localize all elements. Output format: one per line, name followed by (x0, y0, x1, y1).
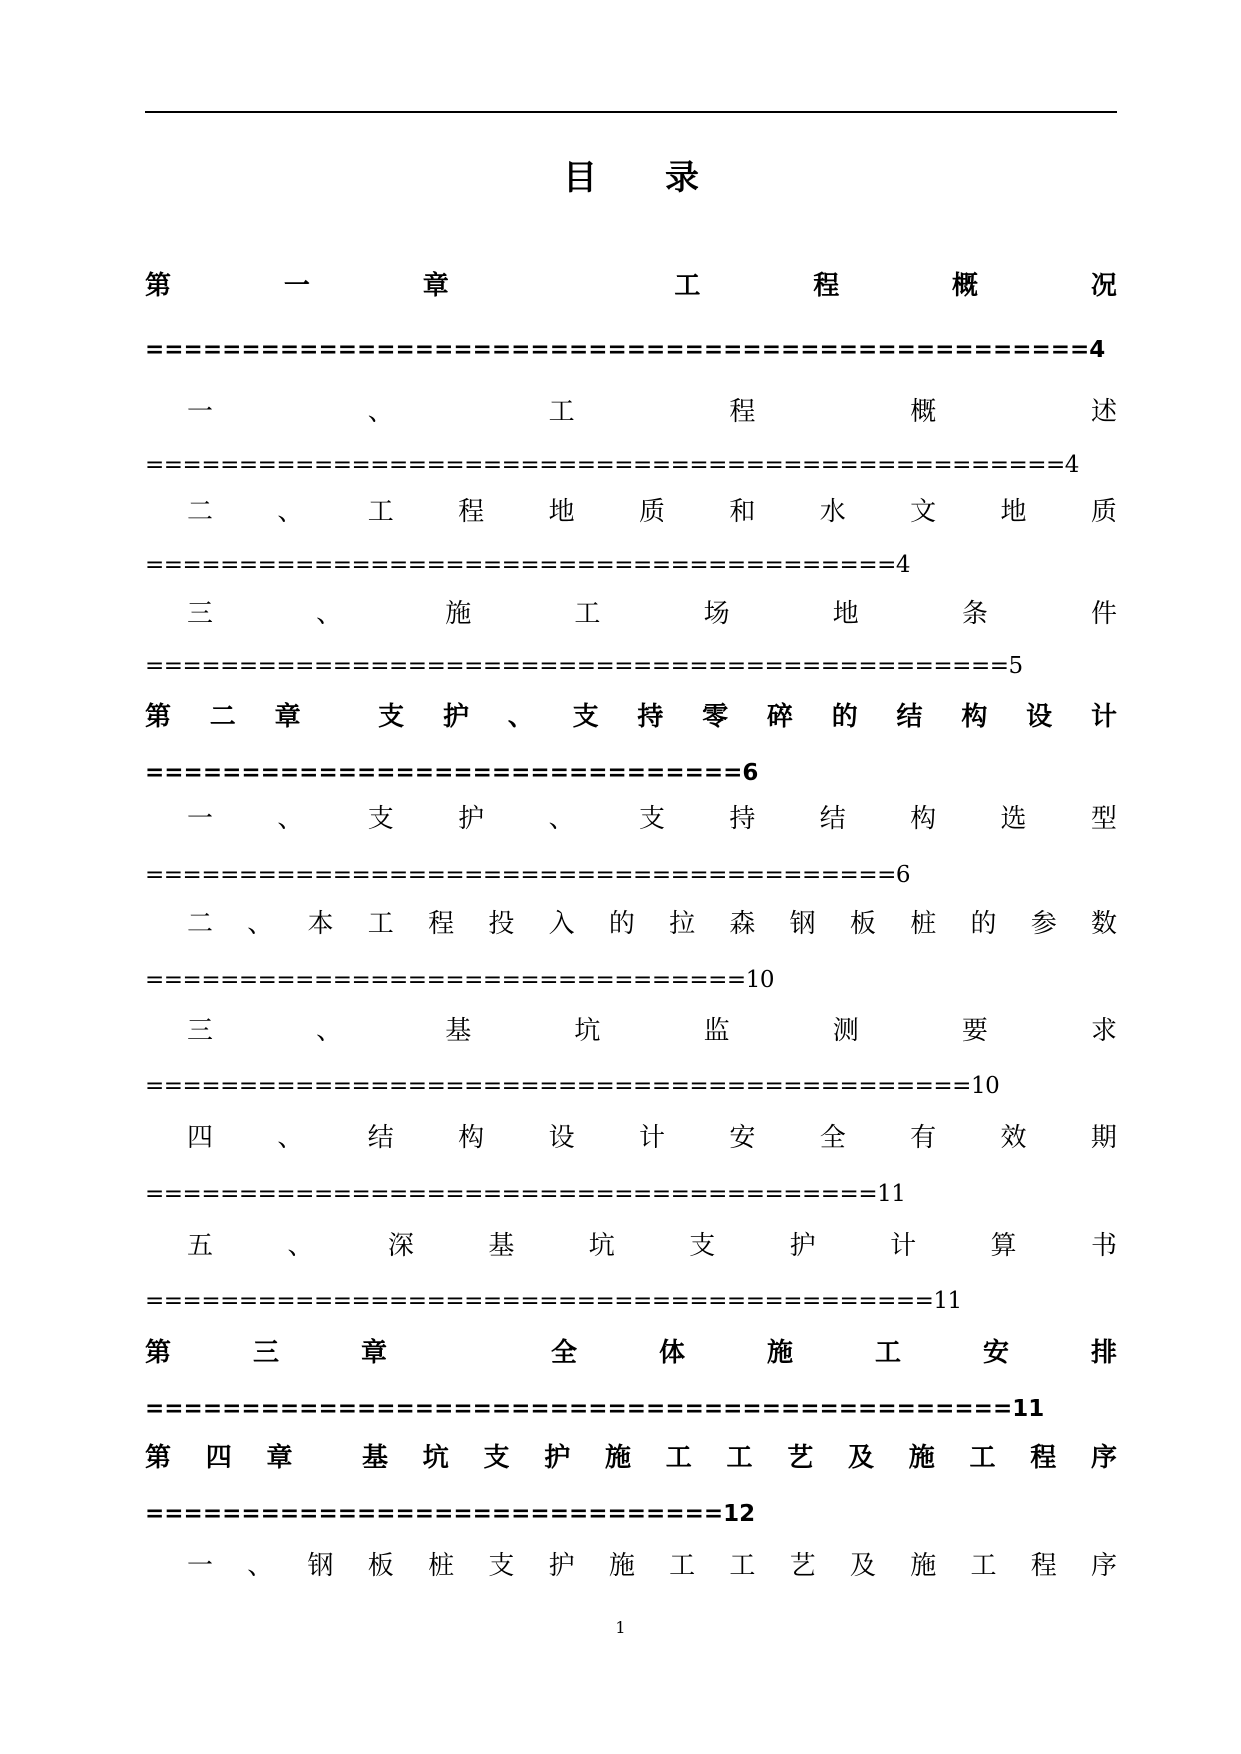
toc-heading-char: 施 (608, 1551, 635, 1581)
toc-heading-char: 程 (458, 497, 485, 527)
toc-heading-char: 施 (445, 599, 472, 629)
toc-heading-char: 深 (387, 1231, 414, 1261)
toc-section-heading[interactable] (145, 1228, 1117, 1264)
toc-heading-char: 书 (1090, 1231, 1117, 1261)
toc-heading-char: 一 (283, 271, 310, 301)
toc-heading-char: 、 (507, 702, 534, 732)
toc-heading-char: 艺 (789, 1551, 816, 1581)
toc-title-char: 目 (563, 158, 597, 198)
toc-heading-char: 、 (277, 804, 304, 834)
toc-heading-char: 第 (145, 1338, 172, 1368)
toc-heading-char: 程 (813, 271, 840, 301)
toc-heading-char: 型 (1090, 804, 1117, 834)
toc-heading-char: 工 (674, 271, 701, 301)
toc-heading-char: 五 (187, 1231, 214, 1261)
toc-heading-char: 基 (361, 1443, 388, 1473)
toc-heading-char: 坑 (422, 1443, 449, 1473)
toc-heading-char: 安 (729, 1123, 756, 1153)
toc-heading-char: 工 (367, 497, 394, 527)
toc-heading-char: 结 (819, 804, 846, 834)
toc-heading-char: 构 (458, 1123, 485, 1153)
toc-heading-char: 序 (1090, 1551, 1117, 1581)
toc-heading-char: 艺 (787, 1443, 814, 1473)
toc-heading-char: 质 (1090, 497, 1117, 527)
toc-section-heading[interactable] (145, 494, 1117, 530)
toc-heading-char: 板 (849, 909, 876, 939)
toc-leader-with-page[interactable]: =================================================4 (145, 452, 1079, 478)
toc-heading-char: 持 (637, 702, 664, 732)
toc-heading-char: 工 (669, 1551, 696, 1581)
toc-heading-char: 件 (1090, 599, 1117, 629)
toc-heading-char: 程 (729, 397, 756, 427)
toc-heading-char: 条 (961, 599, 988, 629)
toc-heading-char: 及 (849, 1551, 876, 1581)
toc-heading-char: 护 (544, 1443, 571, 1473)
toc-heading-char: 支 (488, 1551, 515, 1581)
page-number: 1 (615, 1618, 626, 1637)
toc-heading-char: 工 (548, 397, 575, 427)
toc-heading-char: 全 (550, 1338, 577, 1368)
toc-heading-char: 支 (483, 1443, 510, 1473)
toc-heading-char: 有 (910, 1123, 937, 1153)
toc-section-heading[interactable] (145, 394, 1117, 430)
header-rule (145, 111, 1117, 113)
toc-heading-char: 投 (488, 909, 515, 939)
toc-heading-char: 工 (874, 1338, 901, 1368)
toc-heading-char: 的 (970, 909, 997, 939)
toc-heading-char: 、 (277, 1123, 304, 1153)
toc-heading-char: 支 (367, 804, 394, 834)
toc-heading-char: 入 (548, 909, 575, 939)
toc-heading-char: 钢 (789, 909, 816, 939)
toc-heading-char: 结 (896, 702, 923, 732)
toc-heading-char: 一 (187, 1551, 214, 1581)
toc-heading-char: 坑 (574, 1016, 601, 1046)
toc-heading-char: 施 (604, 1443, 631, 1473)
toc-heading-char: 工 (969, 1443, 996, 1473)
toc-leader-with-page[interactable]: ============================================10 (145, 1073, 1000, 1099)
toc-heading-char: 概 (910, 397, 937, 427)
toc-heading-char: 三 (187, 599, 214, 629)
toc-heading-char: 、 (316, 1016, 343, 1046)
toc-heading-char: 二 (187, 909, 214, 939)
toc-heading-char: 护 (458, 804, 485, 834)
toc-chapter-heading[interactable] (145, 1440, 1117, 1476)
toc-heading-char: 地 (1000, 497, 1027, 527)
toc-heading-char: 全 (819, 1123, 846, 1153)
toc-heading-char: 章 (274, 702, 301, 732)
toc-heading-char: 工 (367, 909, 394, 939)
toc-leader-with-page[interactable]: ==========================================11 (145, 1288, 962, 1314)
toc-heading-char: 水 (819, 497, 846, 527)
toc-heading-char: 设 (1026, 702, 1053, 732)
toc-heading-char: 支 (689, 1231, 716, 1261)
toc-heading-char: 二 (209, 702, 236, 732)
toc-heading-char: 效 (1000, 1123, 1027, 1153)
toc-heading-char: 和 (729, 497, 756, 527)
toc-heading-char: 一 (187, 397, 214, 427)
toc-title (145, 158, 1117, 198)
toc-heading-char: 章 (422, 271, 449, 301)
toc-heading-char: 钢 (307, 1551, 334, 1581)
toc-heading-char: 计 (638, 1123, 665, 1153)
toc-heading-char: 体 (658, 1338, 685, 1368)
toc-heading-char: 参 (1030, 909, 1057, 939)
toc-heading-char: 基 (488, 1231, 515, 1261)
toc-heading-char: 第 (145, 702, 172, 732)
toc-heading-char: 支 (378, 702, 405, 732)
toc-chapter-heading[interactable] (145, 1335, 1117, 1371)
toc-heading-char: 数 (1090, 909, 1117, 939)
toc-section-heading[interactable] (145, 596, 1117, 632)
toc-heading-char: 碎 (766, 702, 793, 732)
toc-heading-char: 持 (729, 804, 756, 834)
toc-leader-with-page[interactable]: ================================10 (145, 967, 774, 993)
toc-heading-char: 程 (428, 909, 455, 939)
toc-heading-char: 工 (729, 1551, 756, 1581)
toc-section-heading[interactable] (145, 1120, 1117, 1156)
toc-heading-char: 地 (832, 599, 859, 629)
toc-leader-with-page[interactable]: =================================================4 (145, 337, 1106, 363)
toc-heading-char: 零 (702, 702, 729, 732)
toc-chapter-heading[interactable] (145, 268, 1117, 304)
toc-heading-char: 安 (982, 1338, 1009, 1368)
toc-heading-char: 第 (145, 1443, 172, 1473)
toc-heading-char: 三 (187, 1016, 214, 1046)
toc-heading-char: 章 (266, 1443, 293, 1473)
toc-heading-char: 要 (961, 1016, 988, 1046)
toc-heading-char: 文 (910, 497, 937, 527)
toc-heading-char: 工 (574, 599, 601, 629)
toc-heading-char: 板 (367, 1551, 394, 1581)
toc-heading-char: 及 (847, 1443, 874, 1473)
toc-heading-char: 施 (766, 1338, 793, 1368)
toc-heading-char: 工 (665, 1443, 692, 1473)
toc-section-heading[interactable] (145, 906, 1117, 942)
toc-section-heading[interactable] (145, 801, 1117, 837)
toc-leader-with-page[interactable]: ==============================================5 (145, 653, 1023, 679)
toc-heading-char: 排 (1090, 1338, 1117, 1368)
toc-heading-char: 工 (726, 1443, 753, 1473)
toc-heading-char: 构 (961, 702, 988, 732)
toc-heading-char: 三 (253, 1338, 280, 1368)
toc-heading-char: 期 (1090, 1123, 1117, 1153)
toc-heading-char: 测 (832, 1016, 859, 1046)
toc-heading-char: 护 (442, 702, 469, 732)
toc-heading-char: 二 (187, 497, 214, 527)
toc-heading-char: 章 (361, 1338, 388, 1368)
toc-heading-char: 、 (287, 1231, 314, 1261)
toc-heading-char: 结 (367, 1123, 394, 1153)
toc-heading-char: 护 (789, 1231, 816, 1261)
toc-heading-char: 、 (247, 1551, 274, 1581)
toc-heading-char: 基 (445, 1016, 472, 1046)
toc-heading-char: 况 (1090, 271, 1117, 301)
toc-heading-char: 计 (1090, 702, 1117, 732)
toc-heading-char: 质 (638, 497, 665, 527)
toc-heading-char: 四 (187, 1123, 214, 1153)
toc-section-heading[interactable] (145, 1548, 1117, 1584)
toc-heading-char: 构 (910, 804, 937, 834)
toc-leader-with-page[interactable]: ===============================6 (145, 760, 759, 786)
toc-heading-char: 选 (1000, 804, 1027, 834)
toc-heading-char: 施 (908, 1443, 935, 1473)
toc-heading-char: 的 (608, 909, 635, 939)
toc-heading-char: 工 (970, 1551, 997, 1581)
toc-leader-with-page[interactable]: =======================================11 (145, 1181, 906, 1207)
toc-heading-char: 算 (990, 1231, 1017, 1261)
toc-leader-with-page[interactable]: ========================================4 (145, 552, 910, 578)
toc-heading-char: 计 (890, 1231, 917, 1261)
toc-heading-char: 程 (1030, 1443, 1057, 1473)
toc-heading-char: 程 (1030, 1551, 1057, 1581)
toc-heading-char: 、 (367, 397, 394, 427)
toc-leader-with-page[interactable]: ========================================6 (145, 862, 910, 888)
toc-heading-char: 桩 (910, 909, 937, 939)
toc-section-heading[interactable] (145, 1013, 1117, 1049)
toc-heading-char: 、 (247, 909, 274, 939)
toc-heading-char: 的 (831, 702, 858, 732)
toc-heading-char: 设 (548, 1123, 575, 1153)
toc-leader-with-page[interactable]: ==============================12 (145, 1501, 756, 1527)
toc-leader-with-page[interactable]: =============================================11 (145, 1396, 1045, 1422)
toc-heading-char: 序 (1090, 1443, 1117, 1473)
toc-heading-char: 监 (703, 1016, 730, 1046)
toc-heading-char: 拉 (669, 909, 696, 939)
toc-heading-char: 桩 (428, 1551, 455, 1581)
toc-heading-char: 坑 (588, 1231, 615, 1261)
toc-heading-char: 森 (729, 909, 756, 939)
toc-heading-char: 施 (910, 1551, 937, 1581)
toc-heading-char: 场 (703, 599, 730, 629)
toc-heading-char: 概 (952, 271, 979, 301)
toc-heading-char: 地 (548, 497, 575, 527)
toc-heading-char: 支 (572, 702, 599, 732)
toc-heading-char: 求 (1090, 1016, 1117, 1046)
toc-heading-char: 支 (638, 804, 665, 834)
toc-heading-char: 、 (548, 804, 575, 834)
toc-chapter-heading[interactable] (145, 699, 1117, 735)
toc-heading-char: 一 (187, 804, 214, 834)
toc-heading-char: 述 (1090, 397, 1117, 427)
toc-heading-char: 本 (307, 909, 334, 939)
toc-heading-char: 、 (277, 497, 304, 527)
toc-title-char: 录 (665, 158, 699, 198)
toc-heading-char: 四 (205, 1443, 232, 1473)
toc-heading-char: 护 (548, 1551, 575, 1581)
toc-heading-char: 、 (316, 599, 343, 629)
toc-heading-char: 第 (145, 271, 172, 301)
